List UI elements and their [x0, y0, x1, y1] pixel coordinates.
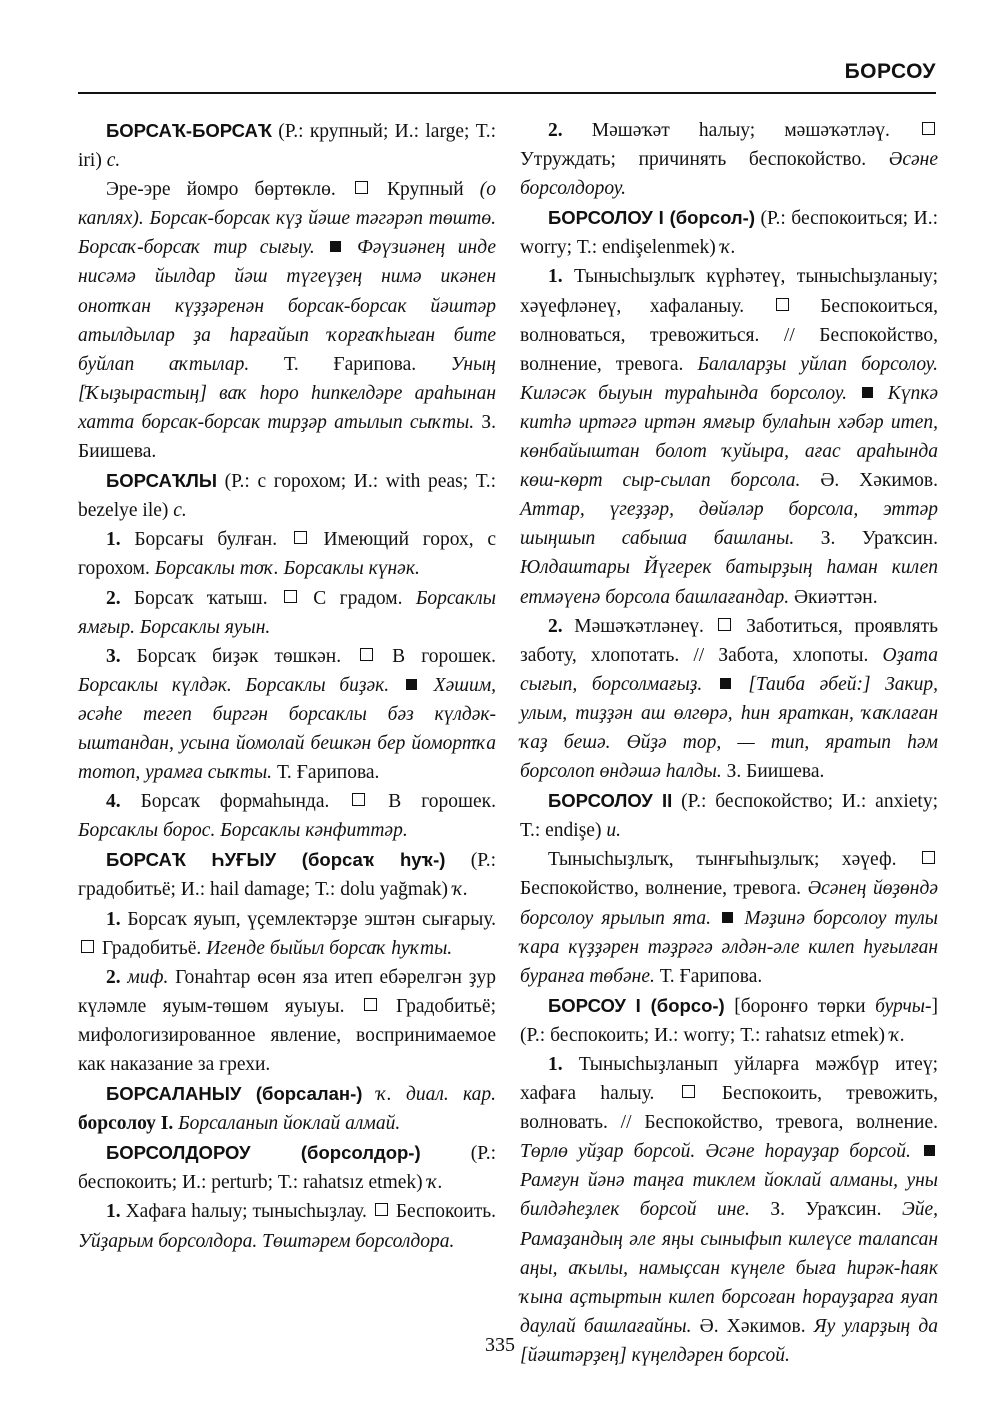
translation-box-icon	[284, 590, 297, 603]
entry-borsoldorou	[78, 1138, 496, 1197]
headword: БОРСОЛОУ I (борсол-)	[548, 207, 755, 229]
entry-sense	[78, 175, 496, 466]
headword: БОРСАҠ ҺУҒЫУ (борсаҡ һуҡ-)	[106, 849, 446, 871]
example: Борсаклы борос. Борсаклы кәнфиттәр.	[78, 820, 408, 842]
sense-number: 3.	[106, 645, 121, 667]
example: Игенде быйыл борсаҡ һуҡты.	[206, 937, 453, 959]
definition: Хафаға һалыу; тынысһыҙлау.	[120, 1201, 372, 1223]
entry-borsalanyu	[78, 1079, 496, 1138]
example: Борсаланып йоклай алмай.	[173, 1113, 401, 1135]
right-column	[520, 116, 938, 1370]
translation: Утруждать; причинять беспокойство.	[520, 149, 889, 171]
definition: Тынысһыҙлыҡ күрһәтеү, тынысһыҙланыу; хәүефләнеү, хафаланыу.	[520, 266, 938, 317]
etymology: [боронғо төрки	[724, 995, 876, 1017]
entry-borsolou-1	[520, 203, 938, 262]
translation-box-icon	[355, 181, 368, 194]
example: Әсәнең йөҙөндә борсолоу ярылып ята.	[520, 878, 939, 929]
example: Борсаклы ямғыр. Борсаклы яуын.	[78, 587, 496, 638]
example: Оҙата сығып, борсолмағыҙ.	[520, 644, 938, 695]
gloss: (Р.: беспокойство; И.: anxiety; Т.: endişe)	[520, 791, 938, 842]
part-of-speech: ҡ.	[427, 1172, 443, 1194]
headword: БОРСОУ I (борсо-)	[548, 994, 725, 1016]
example: Борсак-борсак күҙ йәше тәгәрәп төштө. Борсаҡ-борсаҡ тир сығыу.	[78, 208, 496, 259]
sense-number: 1.	[106, 908, 121, 930]
part-of-speech: ҡ. диал. кар.	[362, 1084, 496, 1106]
author: Ә. Хәкимов.	[800, 470, 938, 492]
quotation-square-icon	[330, 241, 341, 252]
headword: БОРСОЛДОРОУ (борсолдор-)	[106, 1142, 421, 1164]
translation-box-icon	[81, 940, 94, 953]
definition: Борсаҡ яуып, үҫемлектәрҙе эштән сығарыу.	[120, 908, 496, 930]
running-head: БОРСОУ	[844, 60, 936, 83]
left-column	[78, 116, 496, 1256]
sense-number: 1.	[106, 1201, 121, 1223]
quotation: Юлдаштары Йүгерек батырҙың һаман килеп етмәүенә борсола башлағандар.	[520, 557, 938, 608]
definition: Борсаҡ формаһында.	[120, 791, 350, 813]
author: Ә. Хәкимов.	[691, 1315, 814, 1337]
entry-sense	[520, 612, 938, 787]
example: Әсәне борсолдороу.	[520, 149, 938, 200]
entry-sense	[78, 584, 496, 642]
definition: Мәшәҡәт һалыу; мәшәҡәтләү.	[562, 120, 919, 141]
quotation: Рамғун йәнә таңға тиклем йоклай алманы, уны билдәһеҙлек борсой ине.	[520, 1170, 938, 1221]
quotation-square-icon	[406, 679, 417, 690]
headword: БОРСАҠЛЫ	[106, 470, 217, 492]
part-of-speech: ҡ.	[889, 1024, 906, 1046]
entry-sense	[78, 963, 496, 1079]
translation-box-icon	[352, 793, 365, 806]
sense-number: 1.	[548, 1054, 563, 1075]
sense-number: 2.	[106, 966, 121, 988]
author: З. Ураҡсин.	[794, 528, 938, 550]
example: Балаларҙы уйлап борсолоу. Киләсәк быуын тураһында борсолоу.	[520, 353, 938, 404]
headword: БОРСАЛАНЫУ (борсалан-)	[106, 1083, 363, 1105]
author: З. Биишева.	[721, 761, 825, 783]
etymology-form: бурчы-	[875, 995, 932, 1017]
part-of-speech: и.	[606, 820, 621, 842]
author: Т. Ғарипова.	[654, 965, 763, 987]
quotation-square-icon	[924, 1145, 935, 1156]
sense-number: 1.	[106, 529, 121, 551]
sense-number: 2.	[548, 120, 563, 141]
part-of-speech: с.	[173, 500, 187, 522]
translation: Градобитьё.	[97, 937, 207, 959]
example: Борсаклы тоҡ. Борсаклы күнәк.	[154, 558, 420, 580]
quotation: Аттар, үгеҙҙәр, дөйәләр борсола, эттәр шыңшып сабыша башланы.	[520, 499, 938, 550]
quotation-square-icon	[722, 912, 733, 923]
definition: Гонаһтар өсөн яза итеп ебәрелгән ҙур күләмле яуым-төшөм яуыуы.	[78, 966, 496, 1017]
page-number: 335	[485, 1334, 515, 1356]
quotation: Күпкә китһә иртәгә иртән ямғыр булаһын хәбәр итеп, көнбайыштан болот ҡуйыра, ағас араһында көш-көрт сыр-сылап борсола.	[520, 382, 938, 492]
example: Борсаклы күлдәк. Борсаклы биҙәк.	[78, 674, 390, 696]
quotation: Уның [Ҡыҙырастың] ваҡ һоро һипкелдәре араһынан хатта борсак-борсак тирҙәр атылып сыҡты.	[78, 353, 496, 433]
translation: Заботиться, проявлять заботу, хлопотать. // Забота, хлопоты.	[520, 615, 939, 666]
quotation-square-icon	[720, 678, 731, 689]
entry-sense	[520, 262, 938, 611]
author: Т. Ғарипова.	[249, 353, 451, 375]
entry-borsakly	[78, 466, 496, 525]
definition: Тынысһыҙланып уйларға мәжбүр итеү; хафаға һалыу.	[520, 1054, 938, 1105]
entry-sense	[78, 787, 496, 845]
definition: Тынысһыҙлыҡ, тынғыһыҙлыҡ; хәүеф.	[548, 849, 919, 871]
gloss: (Р.: с горохом; И.: with peas; Т.: bezelye ile)	[78, 471, 496, 522]
gloss: (Р.: градобитьё; И.: hail damage; Т.: dolu yağmak)	[78, 850, 496, 901]
entry-sense	[78, 1197, 496, 1255]
entry-sense	[520, 845, 938, 990]
quotation: Мәҙинә борсолоу тулы ҡара күҙҙәрен тәҙрәгә әлдән-әле килеп һуғылған буранға төбәне.	[520, 907, 938, 987]
entry-sense	[520, 116, 938, 203]
translation: С градом.	[299, 587, 416, 609]
translation-box-icon	[294, 531, 307, 544]
translation: Беспокойство, волнение, тревога.	[520, 878, 808, 900]
entry-sense	[78, 525, 496, 583]
gloss: ] (Р.: беспокоить; И.: worry; Т.: rahatsız etmek)	[520, 995, 939, 1046]
translation: Беспокоить.	[390, 1201, 496, 1223]
translation-box-icon	[922, 122, 935, 135]
translation: Имеющий горох, с горохом.	[78, 529, 496, 580]
definition: Мәшәҡәтләнеү.	[562, 615, 716, 637]
part-of-speech: ҡ.	[720, 237, 736, 259]
quotation: Яу уларҙың да [йәштәрҙең] күңелдәрен борсой.	[520, 1315, 938, 1366]
quotation: Хәшим, әсәһе тегеп биргән борсаклы бәз күлдәк-ыштандан, усына йомолай бешкән бер йомортҡа тотоп, урамға сыҡты.	[78, 674, 497, 784]
headword: БОРСОЛОУ II	[548, 790, 673, 812]
author: Әкиәттән.	[789, 586, 878, 608]
usage-mark: миф.	[120, 966, 169, 988]
author: Т. Ғарипова.	[272, 762, 380, 784]
gloss: (Р.: крупный; И.: large; Т.: iri)	[78, 121, 496, 172]
translation-box-icon	[922, 851, 935, 864]
entry-sense	[520, 1050, 938, 1370]
entry-borsou-1	[520, 991, 938, 1050]
definition: Борсаҡ биҙәк төшкән.	[120, 645, 358, 667]
definition: Эре-эре йомро бөртөклө.	[106, 179, 352, 201]
sense-number: 4.	[106, 791, 121, 813]
example: Төрлө уйҙар борсой. Әсәне һорауҙар борсой.	[520, 1141, 911, 1163]
translation-box-icon	[718, 618, 731, 631]
translation: Градобитьё; мифологизированное явление, воспринимаемое как наказание за грехи.	[78, 995, 496, 1075]
entry-sense	[78, 905, 496, 963]
quotation: Эйе, Рамаҙандың әле яңы сыныфып килеүсе талапсан аңы, аҡылы, намыҫсан күңеле быға һирәк-һаяк ҡына аҫтыртын килеп борсоған һорауҙарға яуап даулай башлағайны.	[520, 1199, 938, 1337]
cross-reference: борсолоу I.	[78, 1113, 174, 1135]
part-of-speech: ҡ.	[452, 879, 469, 901]
example: Уйҙарым борсолдора. Төштәрем борсолдора.	[78, 1230, 455, 1252]
entry-borsolou-2	[520, 786, 938, 845]
translation-box-icon	[364, 998, 377, 1011]
headword: БОРСАҠ-БОРСАҠ	[106, 120, 272, 141]
quotation-square-icon	[862, 387, 873, 398]
author: З. Биишева.	[78, 411, 496, 463]
gloss: (Р.: беспокоить; И.: perturb; Т.: rahatsız etmek)	[78, 1143, 496, 1194]
sense-number: 1.	[548, 266, 563, 288]
translation-box-icon	[682, 1085, 695, 1098]
translation-note: (о каплях).	[78, 179, 496, 230]
entry-sense	[78, 642, 496, 787]
header-rule	[78, 92, 936, 94]
entry-borsak-hugyu	[78, 845, 496, 904]
translation-box-icon	[776, 298, 789, 311]
translation-box-icon	[360, 648, 373, 661]
definition: Борсағы булған.	[120, 529, 291, 551]
definition: Борсаҡ ҡатыш.	[120, 587, 281, 609]
quotation: [Таиба әбей:] Закир, улым, тиҙҙән аш өлгөрә, һин яраткан, ҡаҡлаған ҡаҙ бешә. Өйҙә тор, — тип, яратып һәм борсолоп өндәшә һалды.	[520, 673, 938, 783]
quotation: Фәүзиәнең инде нисәмә йылдар йәш түгеүҙең нимә икәнен онотҡан күҙҙәренән борсак-борсак йәштәр атылдылар ҙа һарғайып ҡорғаҡһыған бите буйлап аҡтылар.	[78, 237, 496, 375]
translation: Крупный	[370, 179, 480, 201]
translation-box-icon	[375, 1203, 388, 1216]
translation: Беспокоиться, волноваться, тревожиться. // Беспокойство, волнение, тревога.	[520, 295, 938, 375]
entry-borsak-borsak	[78, 116, 496, 175]
author: З. Ураҡсин.	[749, 1199, 902, 1221]
sense-number: 2.	[548, 615, 563, 637]
translation: В горошек.	[368, 791, 496, 813]
translation: Беспокоить, тревожить, волновать. // Беспокойство, тревога, волнение.	[520, 1083, 938, 1134]
gloss: (Р.: беспокоиться; И.: worry; Т.: endişelenmek)	[520, 208, 939, 259]
translation: В горошек.	[376, 645, 496, 667]
sense-number: 2.	[106, 587, 121, 609]
part-of-speech: с.	[106, 150, 121, 172]
